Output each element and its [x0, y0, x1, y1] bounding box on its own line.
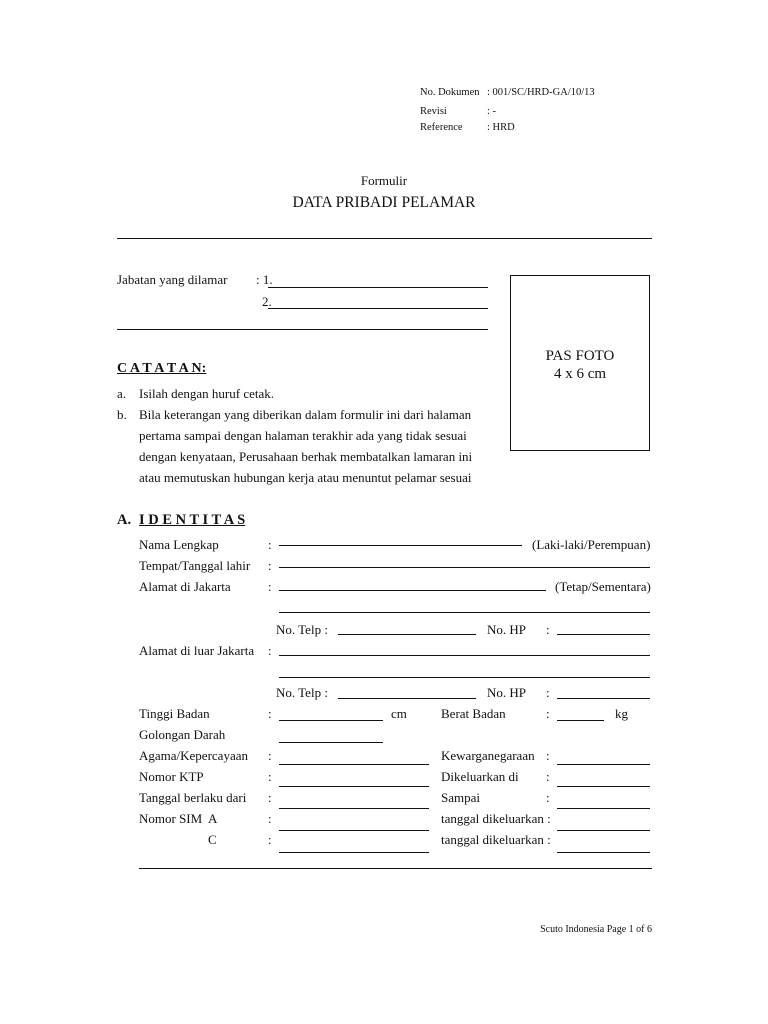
kewarganegaraan-field[interactable] — [557, 764, 650, 765]
berat-badan-field[interactable] — [557, 720, 604, 721]
no-hp-field-luar[interactable] — [557, 698, 650, 699]
gender-hint: (Laki-laki/Perempuan) — [532, 537, 651, 552]
alamat-luar-jakarta-label: Alamat di luar Jakarta — [139, 643, 255, 658]
no-hp-label: No. HP — [487, 622, 527, 637]
golongan-darah-label: Golongan Darah — [139, 727, 226, 742]
tinggi-badan-field[interactable] — [279, 720, 383, 721]
no-telp-field-luar[interactable] — [338, 698, 476, 699]
tanggal-berlaku-label: Tanggal berlaku dari — [139, 790, 247, 805]
tanggal-berlaku-field[interactable] — [279, 808, 429, 809]
berat-badan-label: Berat Badan — [441, 706, 506, 721]
jabatan-field-2[interactable] — [268, 308, 488, 309]
jabatan-item-1-label: : 1. — [256, 272, 273, 287]
title-divider — [117, 238, 652, 239]
no-hp-label: No. HP — [487, 685, 527, 700]
dikeluarkan-di-field[interactable] — [557, 786, 650, 787]
alamat-jakarta-field[interactable] — [279, 590, 546, 591]
catatan-b-line: dengan kenyataan, Perusahaan berhak membatalkan lamaran ini — [139, 449, 473, 464]
sim-a-date-field[interactable] — [557, 830, 650, 831]
reference-label: Reference — [420, 122, 463, 133]
photo-size-label: 4 x 6 cm — [553, 366, 607, 382]
colon: : — [268, 790, 272, 805]
catatan-b-line: Bila keterangan yang diberikan dalam formulir ini dari halaman — [139, 407, 472, 422]
no-dokumen-value: : 001/SC/HRD-GA/10/13 — [487, 87, 595, 98]
formulir-label: Formulir — [360, 173, 408, 188]
catatan-a-marker: a. — [117, 386, 127, 401]
section-letter: A. — [117, 512, 132, 528]
nama-lengkap-field[interactable] — [279, 545, 522, 546]
sim-c-date-field[interactable] — [557, 852, 650, 853]
colon: : — [268, 769, 272, 784]
sim-a-label: A — [208, 811, 218, 826]
colon: : — [546, 769, 550, 784]
kewarganegaraan-label: Kewarganegaraan — [441, 748, 535, 763]
sim-c-field[interactable] — [279, 852, 429, 853]
jabatan-item-2-label: 2. — [262, 294, 272, 309]
sampai-field[interactable] — [557, 808, 650, 809]
colon: : — [268, 832, 272, 847]
tempat-tanggal-lahir-label: Tempat/Tanggal lahir — [139, 558, 251, 573]
catatan-b-line: atau memutuskan hubungan kerja atau menuntut pelamar sesuai — [139, 470, 472, 485]
jabatan-divider — [117, 329, 488, 330]
no-dokumen-label: No. Dokumen — [420, 87, 480, 98]
alamat-jakarta-label: Alamat di Jakarta — [139, 579, 231, 594]
colon: : — [546, 622, 550, 637]
cm-unit: cm — [391, 706, 407, 721]
revisi-value: : - — [487, 106, 497, 117]
colon: : — [268, 706, 272, 721]
dikeluarkan-di-label: Dikeluarkan di — [441, 769, 519, 784]
colon: : — [268, 643, 272, 658]
alamat-jakarta-field-2[interactable] — [279, 612, 650, 613]
colon: : — [268, 811, 272, 826]
catatan-b-marker: b. — [117, 407, 127, 422]
photo-label: PAS FOTO — [545, 348, 615, 364]
revisi-label: Revisi — [420, 106, 447, 117]
photo-box[interactable] — [510, 275, 650, 451]
no-telp-label: No. Telp : — [276, 685, 328, 700]
no-telp-label: No. Telp : — [276, 622, 328, 637]
catatan-title: C A T A T A N: — [117, 361, 207, 376]
colon: : — [546, 685, 550, 700]
section-title: I D E N T I T A S — [139, 512, 246, 528]
page-footer: Scuto Indonesia Page 1 of 6 — [540, 924, 652, 935]
colon: : — [268, 537, 272, 552]
jabatan-label: Jabatan yang dilamar — [117, 272, 228, 287]
section-divider — [139, 868, 652, 869]
colon: : — [268, 558, 272, 573]
reference-value: : HRD — [487, 122, 515, 133]
colon: : — [546, 748, 550, 763]
nama-lengkap-label: Nama Lengkap — [139, 537, 219, 552]
nomor-sim-label: Nomor SIM — [139, 811, 203, 826]
colon: : — [268, 579, 272, 594]
sim-c-label: C — [208, 832, 217, 847]
jabatan-field-1[interactable] — [268, 287, 488, 288]
nomor-ktp-field[interactable] — [279, 786, 429, 787]
colon: : — [546, 706, 550, 721]
status-hint: (Tetap/Sementara) — [555, 579, 651, 594]
tinggi-badan-label: Tinggi Badan — [139, 706, 210, 721]
no-hp-field-jakarta[interactable] — [557, 634, 650, 635]
agama-field[interactable] — [279, 764, 429, 765]
page-title: DATA PRIBADI PELAMAR — [292, 194, 476, 211]
alamat-luar-jakarta-field-2[interactable] — [279, 677, 650, 678]
tanggal-dikeluarkan-label: tanggal dikeluarkan : — [441, 832, 551, 847]
catatan-b-line: pertama sampai dengan halaman terakhir ada yang tidak sesuai — [139, 428, 467, 443]
colon: : — [546, 790, 550, 805]
sampai-label: Sampai — [441, 790, 480, 805]
colon: : — [268, 748, 272, 763]
kg-unit: kg — [615, 706, 628, 721]
sim-a-field[interactable] — [279, 830, 429, 831]
golongan-darah-field[interactable] — [279, 742, 383, 743]
nomor-ktp-label: Nomor KTP — [139, 769, 204, 784]
catatan-a-text: Isilah dengan huruf cetak. — [139, 386, 275, 401]
tempat-tanggal-lahir-field[interactable] — [279, 567, 650, 568]
agama-label: Agama/Kepercayaan — [139, 748, 248, 763]
tanggal-dikeluarkan-label: tanggal dikeluarkan : — [441, 811, 551, 826]
alamat-luar-jakarta-field[interactable] — [279, 655, 650, 656]
no-telp-field-jakarta[interactable] — [338, 634, 476, 635]
